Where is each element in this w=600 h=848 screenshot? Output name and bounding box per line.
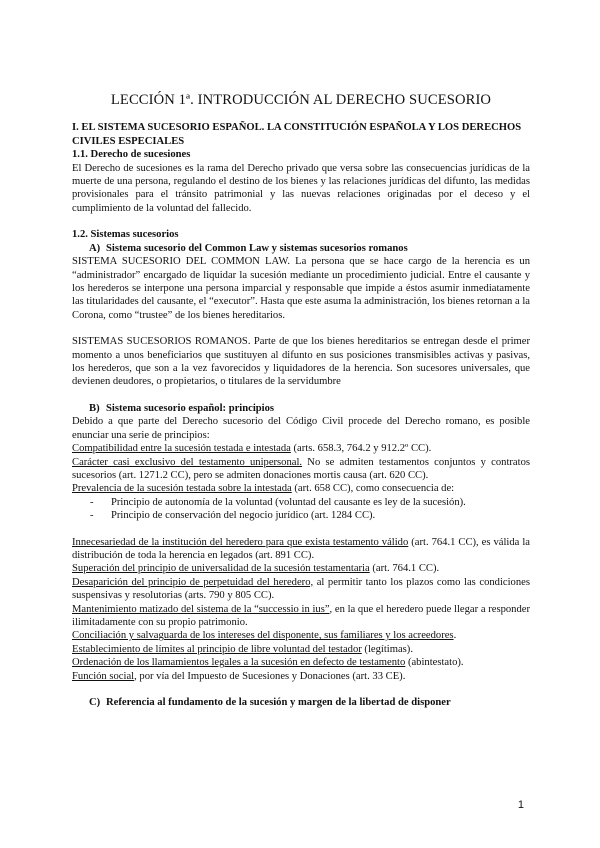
dash-item-2: - Principio de conservación del negocio jurídico (art. 1284 CC). — [90, 509, 530, 522]
principle-11-text: , por vía del Impuesto de Sucesiones y Donaciones (art. 33 CE). — [134, 670, 406, 682]
page-number: 1 — [517, 799, 524, 811]
principle-3 — [72, 482, 530, 495]
principle-10 — [72, 656, 530, 669]
dash-list — [72, 496, 530, 523]
principle-7-text: , en la que el heredero puede llegar a responder ilimitadamente con su propio patrimonio. — [72, 603, 530, 628]
part-c-letter: C) — [89, 697, 101, 708]
principle-9 — [72, 643, 530, 656]
principle-2-underlined: Carácter casi exclusivo del testamento unipersonal. — [72, 456, 303, 468]
principle-8 — [72, 629, 530, 642]
principle-6-underlined: Desaparición del principio de perpetuidad del heredero, — [72, 576, 314, 588]
principle-6-text: al permitir tanto los plazos como las condiciones suspensivas y resolutorias (arts. 790 y 805 CC). — [72, 576, 530, 602]
document-title: LECCIÓN 1ª. INTRODUCCIÓN AL DERECHO SUCESORIO — [110, 92, 492, 108]
principle-1-underlined: Compatibilidad entre la sucesión testada e intestada — [72, 443, 291, 455]
dash-item-1: - Principio de autonomía de la voluntad (voluntad del causante es ley de la sucesión). — [90, 496, 530, 509]
principle-5 — [72, 562, 530, 575]
part-a-letter: A) — [89, 242, 101, 254]
section-heading-1: I. EL SISTEMA SUCESORIO ESPAÑOL. LA CONSTITUCIÓN ESPAÑOLA Y LOS DERECHOS CIVILES ESPECIALES — [72, 122, 522, 147]
principle-10-text: (abintestato). — [405, 657, 464, 669]
principle-2 — [72, 456, 530, 483]
principle-5-underlined: Superación del principio de universalidad de la sucesión testamentaria — [72, 563, 370, 575]
principle-6 — [72, 576, 530, 603]
paragraph-derecho-sucesiones: El Derecho de sucesiones es la rama del Derecho privado que versa sobre las consecuencias jurídicas de la muerte de una persona, regulando el destino de los bienes y las relaciones jurídicas del difunto, las medidas provisionales para el tránsito patrimonial y las nuevas relaciones originadas por el deceso y el cumplimiento de la voluntad del fallecido. — [72, 162, 530, 214]
document-page — [72, 92, 530, 710]
principle-2-text: No se admiten testamentos conjuntos y contratos sucesorios (art. 1271.2 CC), pero se admiten donaciones mortis causa (art. 620 CC). — [72, 456, 530, 481]
part-a-title: Sistema sucesorio del Common Law y sistemas sucesorios romanos — [106, 242, 408, 254]
principle-3-underlined: Prevalencia de la sucesión testada sobre la intestada — [72, 483, 292, 495]
part-c-title: Referencia al fundamento de la sucesión y margen de la libertad de disponer — [106, 697, 451, 708]
principle-5-text: (art. 764.1 CC). — [369, 563, 440, 575]
part-b-heading — [72, 402, 530, 416]
part-b-letter: B) — [89, 402, 100, 414]
principle-1 — [72, 442, 530, 455]
principle-4-underlined: Innecesariedad de la institución del heredero para que exista testamento válido — [72, 536, 409, 548]
part-b-title: Sistema sucesorio español: principios — [106, 402, 275, 414]
principle-3-text: (art. 658 CC), como consecuencia de: — [291, 483, 455, 495]
part-c-heading — [72, 696, 530, 710]
principle-4 — [72, 536, 530, 563]
principle-1-text: (arts. 658.3, 764.2 y 912.2º CC). — [290, 443, 432, 455]
principle-11-underlined: Función social — [72, 670, 135, 682]
principle-4-text: (art. 764.1 CC), es válida la distribución de toda la herencia en legados (art. 891 CC). — [72, 536, 530, 561]
subsection-heading-1-1: 1.1. Derecho de sucesiones — [72, 149, 191, 160]
principle-9-text: (legítimas). — [361, 643, 413, 655]
principle-7 — [72, 603, 530, 630]
principle-7-underlined: Mantenimiento matizado del sistema de la “successio in ius” — [72, 603, 330, 615]
part-a-heading — [72, 242, 530, 256]
principle-11 — [72, 670, 530, 683]
principle-9-underlined: Establecimiento de límites al principio de libre voluntad del testador — [72, 643, 362, 655]
paragraph-common-law: SISTEMA SUCESORIO DEL COMMON LAW. La persona que se hace cargo de la herencia es un “administrador” encargado de liquidar la sucesión mediante un procedimiento judicial. Entre el causante y los herederos se interpone una persona imparcial y responsable que impide a éstos asumir inmediatamente las titularidades del causante, el “executor”. Hasta que este asuma la administración, los bienes retornan a la Corona, como “trustee” de los bienes hereditarios. — [72, 256, 530, 321]
paragraph-principios-intro: Debido a que parte del Derecho sucesorio del Código Civil procede del Derecho romano, es posible enunciar una serie de principios: — [72, 416, 530, 441]
principle-8-text: . — [453, 630, 457, 642]
subsection-heading-1-2: 1.2. Sistemas sucesorios — [72, 229, 179, 241]
principle-10-underlined: Ordenación de los llamamientos legales a la sucesión en defecto de testamento — [72, 657, 406, 669]
paragraph-sistemas-romanos: SISTEMAS SUCESORIOS ROMANOS. Parte de que los bienes hereditarios se entregan desde el primer momento a unos beneficiarios que sustituyen al difunto en sus posiciones transmisibles activas y pasivas, los herederos, que son a la vez favorecidos y liquidadores de la herencia. Son sucesores universales, que devienen deudores, o propietarios, o titulares de la servidumbre — [72, 336, 530, 388]
principle-8-underlined: Conciliación y salvaguarda de los intereses del disponente, sus familiares y los acreedores — [72, 630, 454, 642]
